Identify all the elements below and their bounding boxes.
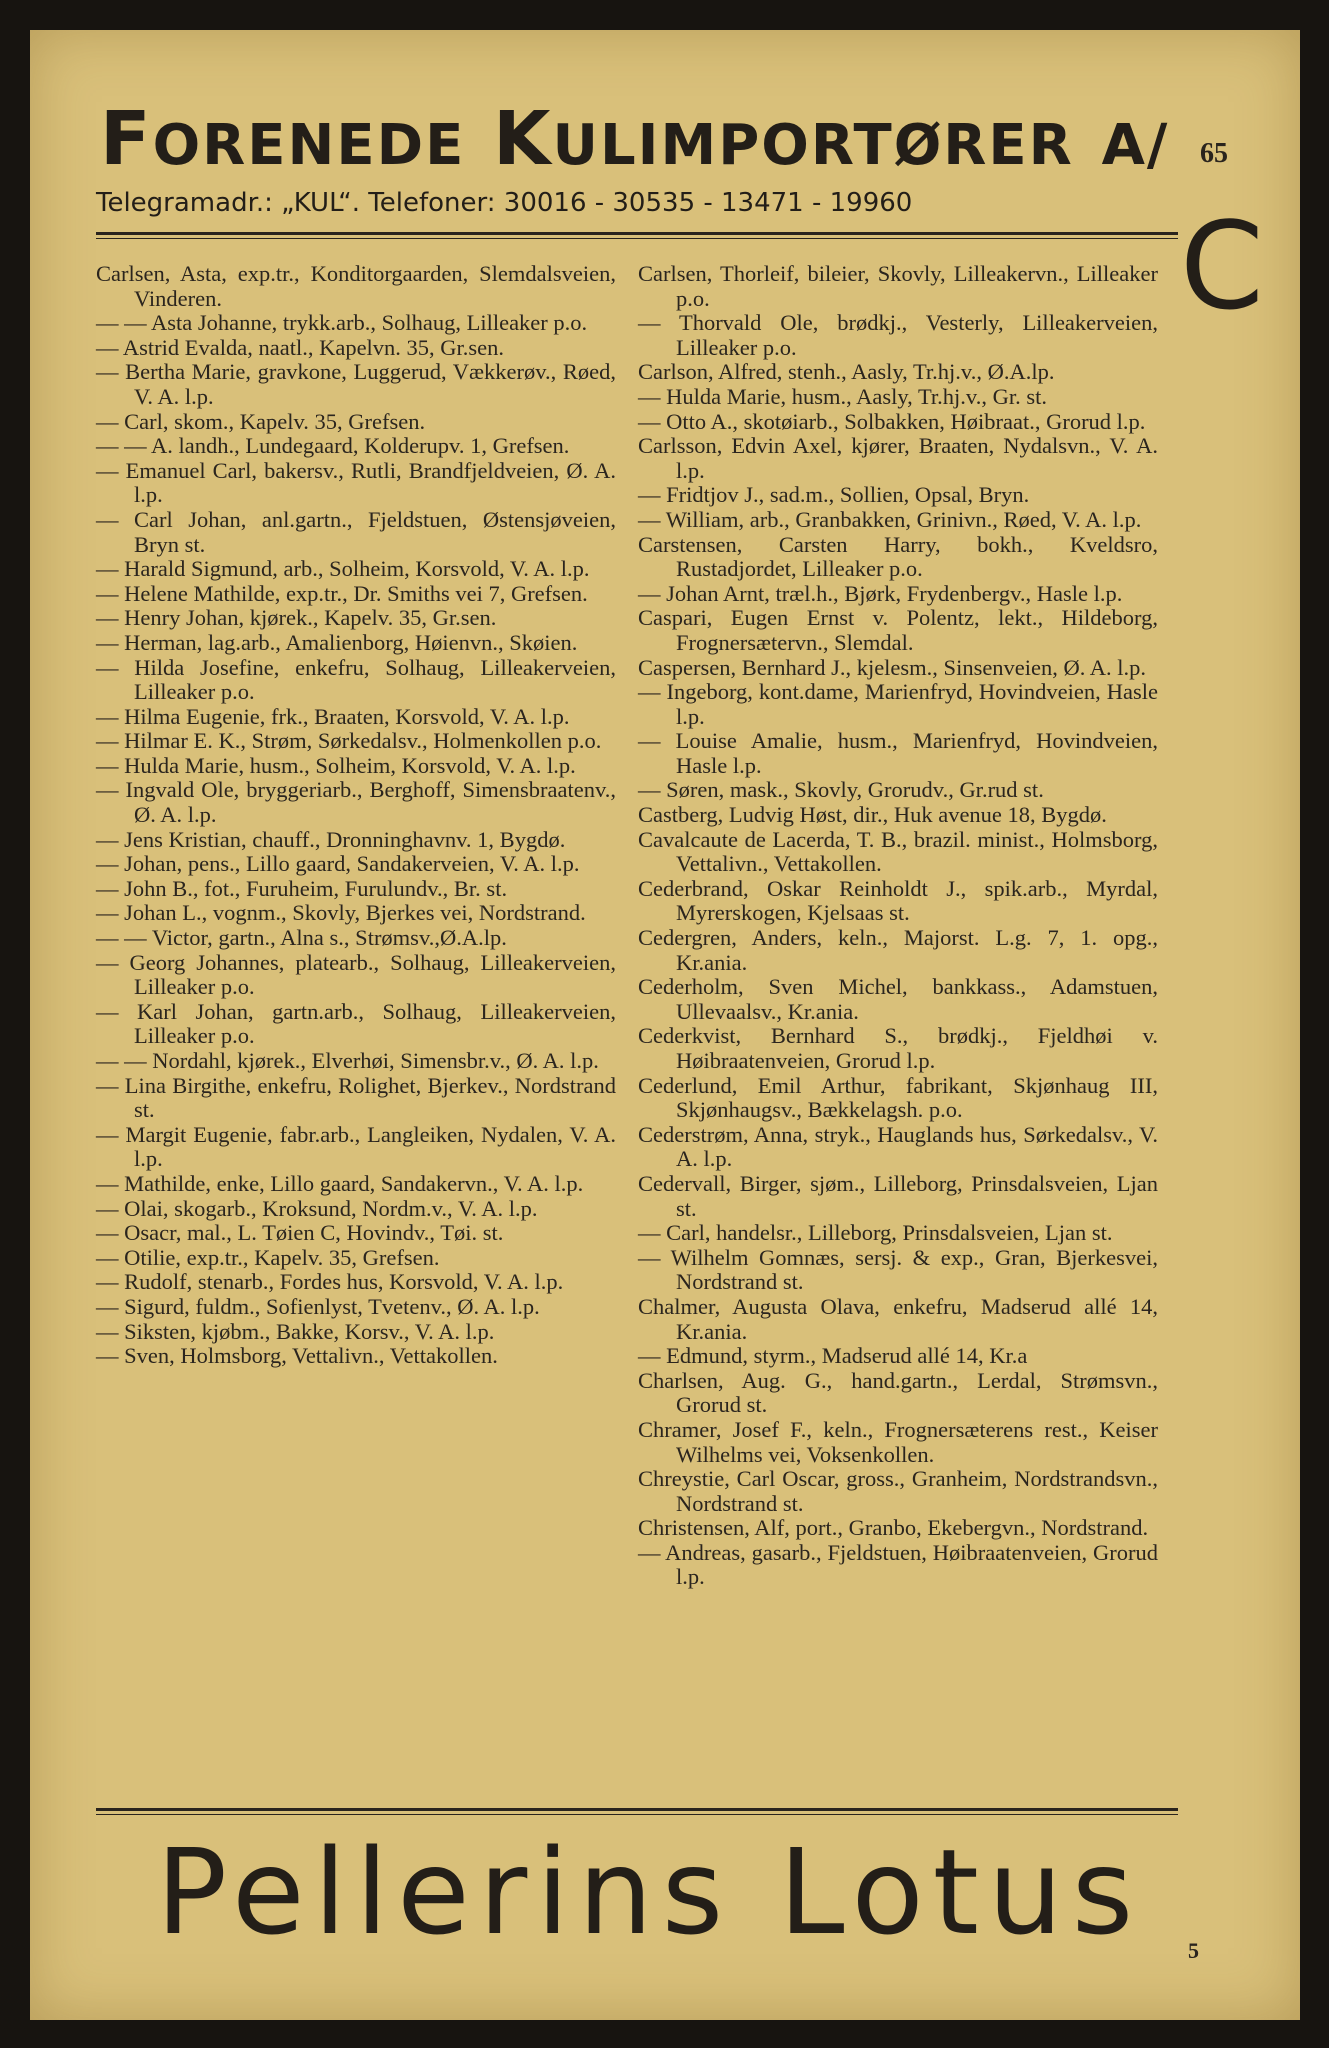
directory-entry: — Carl, skom., Kapelv. 35, Grefsen. [96,408,426,434]
directory-entry: — Wilhelm Gomnæs, sersj. & exp., Gran, Bjerkesvei, Nordstrand st. [638,1244,1158,1295]
directory-entry: — Hulda Marie, husm., Solheim, Korsvold, V. A. l.p. [96,752,576,778]
directory-entry: Christensen, Alf, port., Granbo, Ekebergvn., Nordstrand. [638,1515,1149,1541]
directory-entry: — Edmund, styrm., Madserud allé 14, Kr.a [638,1343,1028,1369]
directory-entry: Chalmer, Augusta Olava, enkefru, Madserud allé 14, Kr.ania. [638,1293,1158,1344]
directory-entry: — Hulda Marie, husm., Aasly, Tr.hj.v., Gr. st. [638,383,1047,409]
directory-entry: — — A. landh., Lundegaard, Kolderupv. 1, Grefsen. [96,433,570,459]
directory-entry: — — Victor, gartn., Alna s., Strømsv.,Ø.A.lp. [96,925,507,951]
top-rule [96,232,1178,235]
directory-entry: — Jens Kristian, chauff., Dronninghavnv. 1, Bygdø. [96,826,566,852]
title-word-kulimportorer: ULIMPORTØRER [552,113,1074,178]
directory-entry: — Herman, lag.arb., Amalienborg, Høienvn., Skøien. [96,629,578,655]
directory-entry: — Georg Johannes, platearb., Solhaug, Lilleakerveien, Lilleaker p.o. [96,949,616,1000]
top-rule-thin [96,238,1178,239]
directory-entry: — Hilda Josefine, enkefru, Solhaug, Lilleakerveien, Lilleaker p.o. [96,654,616,705]
directory-entry: — Rudolf, stenarb., Fordes hus, Korsvold, V. A. l.p. [96,1269,564,1295]
directory-entry: Caspersen, Bernhard J., kjelesm., Sinsenveien, Ø. A. l.p. [638,654,1147,680]
directory-entry: — Mathilde, enke, Lillo gaard, Sandakervn., V. A. l.p. [96,1170,584,1196]
directory-entry: — John B., fot., Furuheim, Furulundv., Br. st. [96,875,508,901]
title-initial-f: F [100,96,153,182]
directory-entry: — Ingvald Ole, bryggeriarb., Berghoff, Simensbraatenv., Ø. A. l.p. [96,777,616,828]
directory-entry: — Siksten, kjøbm., Bakke, Korsv., V. A. l.p. [96,1318,495,1344]
directory-entry: — Johan Arnt, træl.h., Bjørk, Frydenbergv., Hasle l.p. [638,580,1123,606]
directory-page [30,30,1300,2020]
directory-entry: — Carl, handelsr., Lilleborg, Prinsdalsveien, Ljan st. [638,1220,1113,1246]
directory-entry: Cederkvist, Bernhard S., brødkj., Fjeldhøi v. Høibraatenveien, Grorud l.p. [638,1023,1158,1073]
directory-entry: — Otto A., skotøiarb., Solbakken, Høibraat., Grorud l.p. [638,408,1146,434]
directory-entry: Carlsen, Thorleif, bileier, Skovly, Lilleakervn., Lilleaker p.o. [638,261,1158,311]
section-letter: C [1180,198,1264,337]
directory-entry: — Bertha Marie, gravkone, Luggerud, Vækkerøv., Røed, V. A. l.p. [96,359,616,409]
directory-entry: — Karl Johan, gartn.arb., Solhaug, Lilleakerveien, Lilleaker p.o. [96,998,616,1049]
directory-entry: — Andreas, gasarb., Fjeldstuen, Høibraatenveien, Grorud l.p. [638,1539,1158,1590]
directory-entry: Carstensen, Carsten Harry, bokh., Kveldsro, Rustadjordet, Lilleaker p.o. [638,531,1158,582]
title-suffix: A/ [1101,113,1170,178]
directory-entry: Chreystie, Carl Oscar, gross., Granheim, Nordstrandsvn., Nordstrand st. [638,1466,1158,1516]
directory-entry: Cavalcaute de Lacerda, T. B., brazil. minist., Holmsborg, Vettalivn., Vettakollen. [638,826,1158,877]
right-column [638,262,1158,1590]
directory-entry: Carlson, Alfred, stenh., Aasly, Tr.hj.v., Ø.A.lp. [638,359,1055,385]
directory-entry: Cedervall, Birger, sjøm., Lilleborg, Prinsdalsveien, Ljan st. [638,1170,1158,1221]
directory-entry: — Johan L., vognm., Skovly, Bjerkes vei, Nordstrand. [96,900,586,926]
directory-entry: Charlsen, Aug. G., hand.gartn., Lerdal, Strømsvn., Grorud st. [638,1367,1158,1418]
directory-entry: Cedergren, Anders, keln., Majorst. L.g. 7, 1. opg., Kr.ania. [638,925,1158,975]
directory-entry: Cederlund, Emil Arthur, fabrikant, Skjønhaug III, Skjønhaugsv., Bækkelagsh. p.o. [638,1072,1158,1123]
title-word-forenede: ORENEDE [152,113,466,178]
directory-entry: — Carl Johan, anl.gartn., Fjeldstuen, Østensjøveien, Bryn st. [96,506,616,557]
directory-entry: — — Nordahl, kjørek., Elverhøi, Simensbr.v., Ø. A. l.p. [96,1048,599,1073]
directory-entry: — Sven, Holmsborg, Vettalivn., Vettakollen. [96,1343,498,1369]
directory-entry: — Lina Birgithe, enkefru, Rolighet, Bjerkev., Nordstrand st. [96,1072,616,1123]
directory-entry: — Emanuel Carl, bakersv., Rutli, Brandfjeldveien, Ø. A. l.p. [96,457,616,508]
directory-entry: — Hilmar E. K., Strøm, Sørkedalsv., Holmenkollen p.o. [96,728,602,754]
bottom-rule [96,1808,1178,1811]
directory-entry: Castberg, Ludvig Høst, dir., Huk avenue 18, Bygdø. [638,802,1107,828]
header-title [100,96,1180,182]
directory-entry: — Ingeborg, kont.dame, Marienfryd, Hovindveien, Hasle l.p. [638,679,1158,729]
directory-entry: — Helene Mathilde, exp.tr., Dr. Smiths vei 7, Grefsen. [96,580,588,606]
directory-entry: Cederstrøm, Anna, stryk., Hauglands hus, Sørkedalsv., V. A. l.p. [638,1121,1158,1172]
directory-entry: — Louise Amalie, husm., Marienfryd, Hovindveien, Hasle l.p. [638,728,1158,778]
directory-entry: — Astrid Evalda, naatl., Kapelvn. 35, Gr.sen. [96,334,505,360]
title-initial-k: K [493,96,553,182]
directory-entry: Chramer, Josef F., keln., Frognersæterens rest., Keiser Wilhelms vei, Voksenkollen. [638,1416,1158,1467]
bottom-rule-thin [96,1814,1178,1815]
page-number: 65 [1200,138,1228,169]
directory-entry: Carlsson, Edvin Axel, kjører, Braaten, Nydalsvn., V. A. l.p. [638,433,1158,483]
directory-entry: — Otilie, exp.tr., Kapelv. 35, Grefsen. [96,1244,440,1270]
directory-entry: — William, arb., Granbakken, Grinivn., Røed, V. A. l.p. [638,506,1142,532]
directory-entry: — Olai, skogarb., Kroksund, Nordm.v., V. A. l.p. [96,1195,538,1221]
directory-entry: — Thorvald Ole, brødkj., Vesterly, Lilleakerveien, Lilleaker p.o. [638,310,1158,360]
directory-entry: — Henry Johan, kjørek., Kapelv. 35, Gr.sen. [96,605,497,631]
directory-entry: — Sigurd, fuldm., Sofienlyst, Tvetenv., Ø. A. l.p. [96,1293,540,1319]
directory-entry: — Fridtjov J., sad.m., Sollien, Opsal, Bryn. [638,482,1030,508]
directory-entry: Cederholm, Sven Michel, bankkass., Adamstuen, Ullevaalsv., Kr.ania. [638,974,1158,1024]
directory-entry: — Søren, mask., Skovly, Grorudv., Gr.rud st. [638,777,1044,803]
directory-entry: — Harald Sigmund, arb., Solheim, Korsvold, V. A. l.p. [96,556,590,582]
directory-entry: Cederbrand, Oskar Reinholdt J., spik.arb., Myrdal, Myrerskogen, Kjelsaas st. [638,875,1158,926]
directory-entry: — Johan, pens., Lillo gaard, Sandakerveien, V. A. l.p. [96,851,580,877]
directory-entry: — Hilma Eugenie, frk., Braaten, Korsvold, V. A. l.p. [96,703,570,729]
telegram-line: Telegramadr.: „KUL“. Telefoner: 30016 - 30535 - 13471 - 19960 [96,188,913,218]
left-column [96,262,616,1369]
directory-entry: — Osacr, mal., L. Tøien C, Hovindv., Tøi. st. [96,1220,504,1246]
footer-number: 5 [1188,1938,1199,1963]
directory-entry: Carlsen, Asta, exp.tr., Konditorgaarden, Slemdalsveien, Vinderen. [96,261,616,311]
advertisement: Pellerins Lotus [156,1823,1143,1961]
directory-entry: — Margit Eugenie, fabr.arb., Langleiken, Nydalen, V. A. l.p. [96,1121,616,1172]
directory-entry: — — Asta Johanne, trykk.arb., Solhaug, Lilleaker p.o. [96,310,588,336]
directory-entry: Caspari, Eugen Ernst v. Polentz, lekt., Hildeborg, Frognersætervn., Slemdal. [638,605,1158,655]
